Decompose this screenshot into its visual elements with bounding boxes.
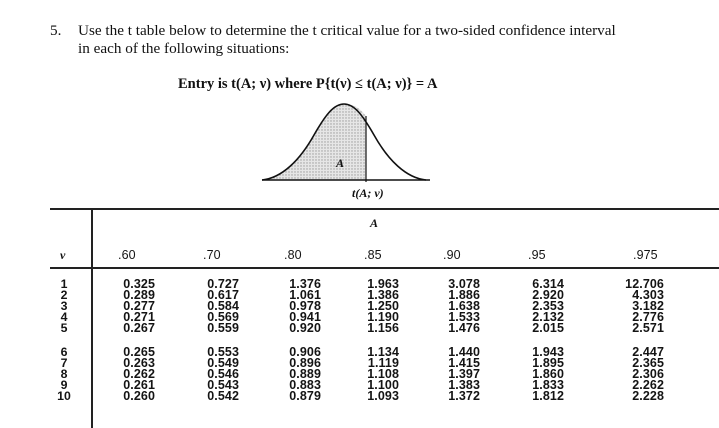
table-cell: 1.156: [367, 321, 399, 335]
table-cell: 4.303: [632, 288, 664, 302]
table-cell: 0.260: [123, 389, 155, 403]
table-cell: 0.883: [289, 378, 321, 392]
table-cell: 0.277: [123, 299, 155, 313]
table-cell: 0.879: [289, 389, 321, 403]
table-cell: 1.134: [367, 345, 399, 359]
row-label: 8: [60, 367, 68, 381]
table-cell: 0.325: [123, 277, 155, 291]
table-cell: 1.860: [532, 367, 564, 381]
row-label: 2: [60, 288, 68, 302]
table-cell: 2.353: [532, 299, 564, 313]
table-cell: 0.546: [207, 367, 239, 381]
table-cell: 2.920: [532, 288, 564, 302]
table-cell: 0.559: [207, 321, 239, 335]
table-cell: 0.727: [207, 277, 239, 291]
table-cell: 0.569: [207, 310, 239, 324]
table-cell: 0.289: [123, 288, 155, 302]
header-80: .80: [284, 248, 302, 262]
axis-label: t(A; ν): [352, 186, 384, 200]
table-cell: 0.265: [123, 345, 155, 359]
row-label: 9: [60, 378, 68, 392]
row-label: 10: [57, 389, 71, 403]
entry-caption: Entry is t(A; ν) where P{t(ν) ≤ t(A; ν)} = A: [178, 76, 438, 92]
table-cell: 1.895: [532, 356, 564, 370]
table-cell: 0.978: [289, 299, 321, 313]
header-60: .60: [118, 248, 136, 262]
table-cell: 2.132: [532, 310, 564, 324]
table-cell: 1.476: [448, 321, 480, 335]
table-cell: 2.015: [532, 321, 564, 335]
table-cell: 0.542: [207, 389, 239, 403]
table-cell: 2.776: [632, 310, 664, 324]
table-cell: 1.250: [367, 299, 399, 313]
table-cell: 0.617: [207, 288, 239, 302]
row-label: 5: [60, 321, 68, 335]
table-cell: 1.100: [367, 378, 399, 392]
table-cell: 1.638: [448, 299, 480, 313]
table-cell: 0.896: [289, 356, 321, 370]
question-text-1: Use the t table below to determine the t critical value for a two-sided confidence interval: [78, 22, 616, 39]
table-cell: 1.440: [448, 345, 480, 359]
header-90: .90: [443, 248, 461, 262]
table-cell: 0.261: [123, 378, 155, 392]
table-cell: 1.533: [448, 310, 480, 324]
table-cell: 0.941: [289, 310, 321, 324]
table-cell: 2.365: [632, 356, 664, 370]
table-cell: 1.061: [289, 288, 321, 302]
table-cell: 1.812: [532, 389, 564, 403]
row-label: 6: [60, 345, 68, 359]
table-cell: 1.415: [448, 356, 480, 370]
table-cell: 2.571: [632, 321, 664, 335]
table-cell: 1.093: [367, 389, 399, 403]
table-cell: 1.833: [532, 378, 564, 392]
table-cell: 0.889: [289, 367, 321, 381]
table-cell: 0.553: [207, 345, 239, 359]
table-cell: 0.549: [207, 356, 239, 370]
table-cell: 0.263: [123, 356, 155, 370]
table-cell: 1.108: [367, 367, 399, 381]
column-group-label: A: [370, 216, 379, 230]
table-cell: 1.386: [367, 288, 399, 302]
table-cell: 1.383: [448, 378, 480, 392]
row-label: 1: [60, 277, 68, 291]
table-cell: 1.886: [448, 288, 480, 302]
table-cell: 1.376: [289, 277, 321, 291]
question-number: 5.: [50, 22, 62, 39]
table-cell: 2.262: [632, 378, 664, 392]
table-cell: 1.963: [367, 277, 399, 291]
table-cell: 1.397: [448, 367, 480, 381]
question-text-2: in each of the following situations:: [78, 40, 290, 57]
table-cell: 1.372: [448, 389, 480, 403]
table-cell: 12.706: [625, 277, 664, 291]
header-70: .70: [203, 248, 221, 262]
table-cell: 2.228: [632, 389, 664, 403]
header-85: .85: [364, 248, 382, 262]
table-cell: 1.943: [532, 345, 564, 359]
table-cell: 0.920: [289, 321, 321, 335]
table-cell: 0.906: [289, 345, 321, 359]
table-cell: 2.447: [632, 345, 664, 359]
table-cell: 0.271: [123, 310, 155, 324]
table-cell: 0.543: [207, 378, 239, 392]
table-cell: 0.267: [123, 321, 155, 335]
shade-label: A: [336, 156, 345, 170]
table-cell: 6.314: [532, 277, 564, 291]
table-cell: 1.190: [367, 310, 399, 324]
row-header: ν: [60, 248, 66, 262]
header-975: .975: [633, 248, 658, 262]
table-cell: 3.182: [632, 299, 664, 313]
table-cell: 2.306: [632, 367, 664, 381]
table-cell: 3.078: [448, 277, 480, 291]
header-95: .95: [528, 248, 546, 262]
table-cell: 0.262: [123, 367, 155, 381]
table-cell: 0.584: [207, 299, 239, 313]
table-cell: 1.119: [367, 356, 399, 370]
row-label: 3: [60, 299, 68, 313]
row-label: 7: [60, 356, 68, 370]
shaded-area: [262, 104, 366, 180]
row-label: 4: [60, 310, 68, 324]
